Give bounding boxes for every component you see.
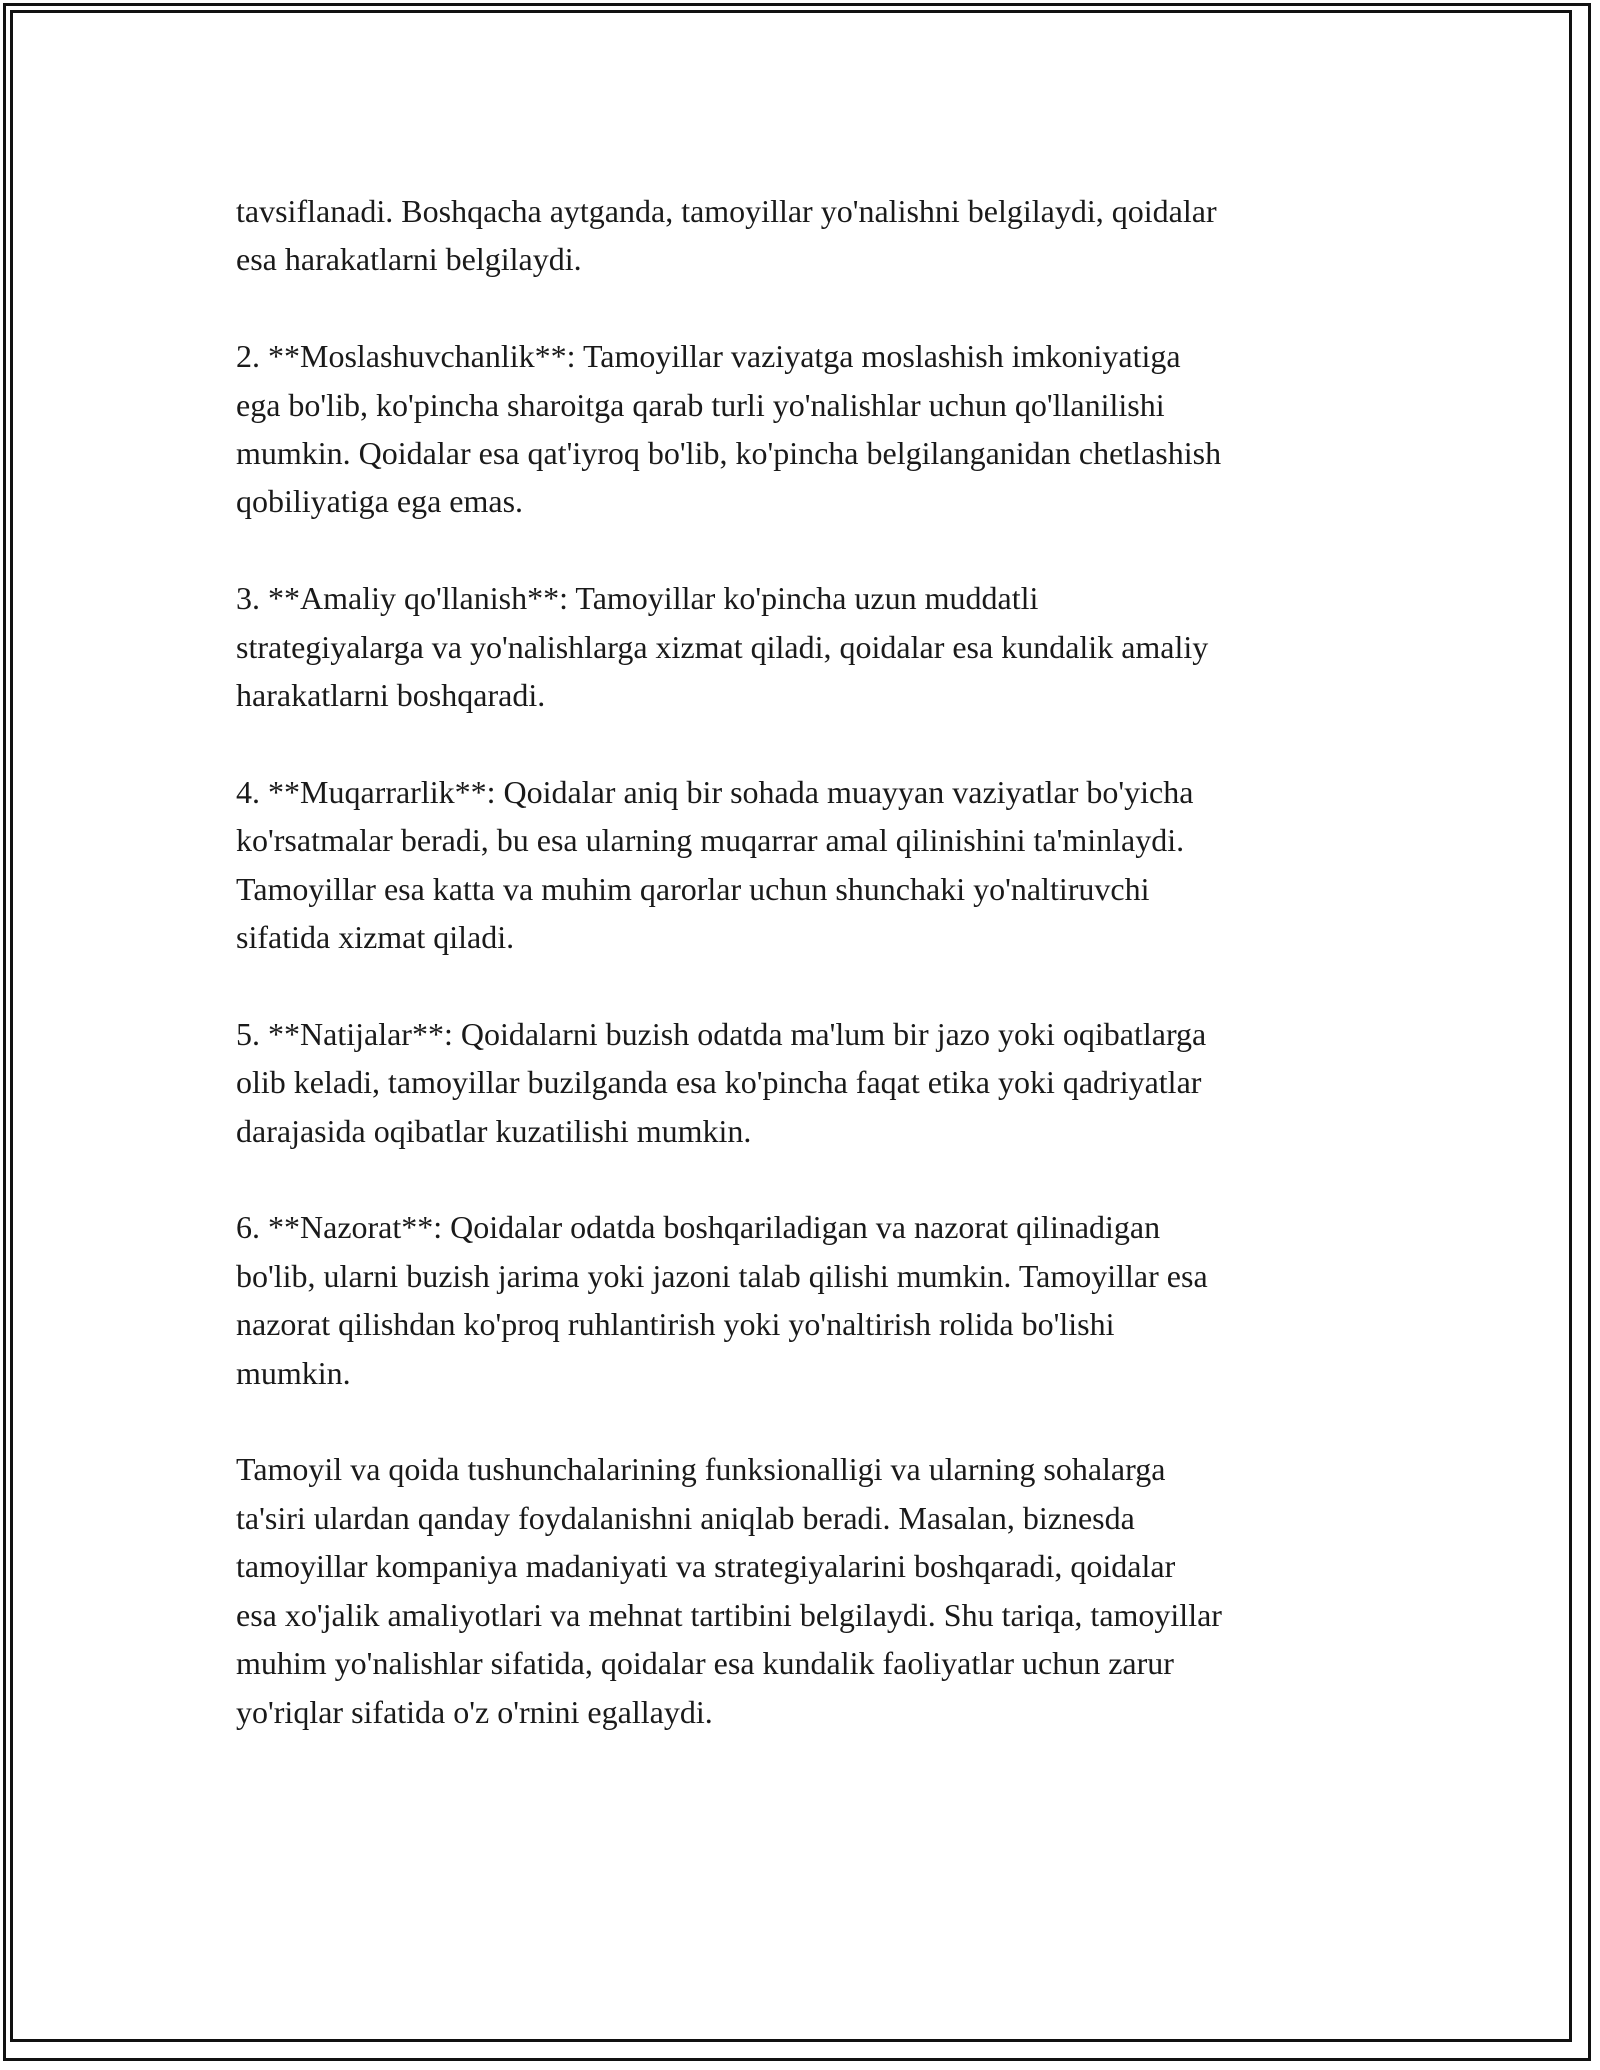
paragraph-point-2-flexibility: 2. **Moslashuvchanlik**: Tamoyillar vaziyatga moslashish imkoniyatiga ega bo'lib, ko'pincha sharoitga qarab turli yo'nalishlar uchun qo'llanilishi mumkin. Qoidalar esa qat'iyroq bo'lib, ko'pincha belgilanganidan chetlashish qobiliyatiga ega emas. <box>236 338 1222 520</box>
paragraph-intro-continuation: tavsiflanadi. Boshqacha aytganda, tamoyillar yo'nalishni belgilaydi, qoidalar esa harakatlarni belgilaydi. <box>236 193 1217 278</box>
paragraph-conclusion: Tamoyil va qoida tushunchalarining funksionalligi va ularning sohalarga ta'siri ulardan qanday foydalanishni aniqlab beradi. Masalan, biznesda tamoyillar kompaniya madaniyati va strategiyalarini boshqaradi, qoidalar esa xo'jalik amaliyotlari va mehnat tartibini belgilaydi. Shu tariqa, tamoyillar muhim yo'nalishlar sifatida, qoidalar esa kundalik faoliyatlar uchun zarur yo'riqlar sifatida o'z o'rnini egallaydi. <box>236 1451 1222 1730</box>
document-body <box>236 187 1376 1736</box>
paragraph-point-3-practical-use: 3. **Amaliy qo'llanish**: Tamoyillar ko'pincha uzun muddatli strategiyalarga va yo'nalishlarga xizmat qiladi, qoidalar esa kundalik amaliy harakatlarni boshqaradi. <box>236 580 1209 714</box>
paragraph-point-4-inevitability: 4. **Muqarrarlik**: Qoidalar aniq bir sohada muayyan vaziyatlar bo'yicha ko'rsatmalar beradi, bu esa ularning muqarrar amal qilinishini ta'minlaydi. Tamoyillar esa katta va muhim qarorlar uchun shunchaki yo'naltiruvchi sifatida xizmat qiladi. <box>236 773 1194 956</box>
paragraph-point-6-control: 6. **Nazorat**: Qoidalar odatda boshqariladigan va nazorat qilinadigan bo'lib, ularni buzish jarima yoki jazoni talab qilishi mumkin. Tamoyillar esa nazorat qilishdan ko'proq ruhlantirish yoki yo'naltirish rolida bo'lishi mumkin. <box>236 1209 1208 1391</box>
paragraph-point-5-results: 5. **Natijalar**: Qoidalarni buzish odatda ma'lum bir jazo yoki oqibatlarga olib keladi, tamoyillar buzilganda esa ko'pincha faqat etika yoki qadriyatlar darajasida oqibatlar kuzatilishi mumkin. <box>236 1015 1207 1149</box>
